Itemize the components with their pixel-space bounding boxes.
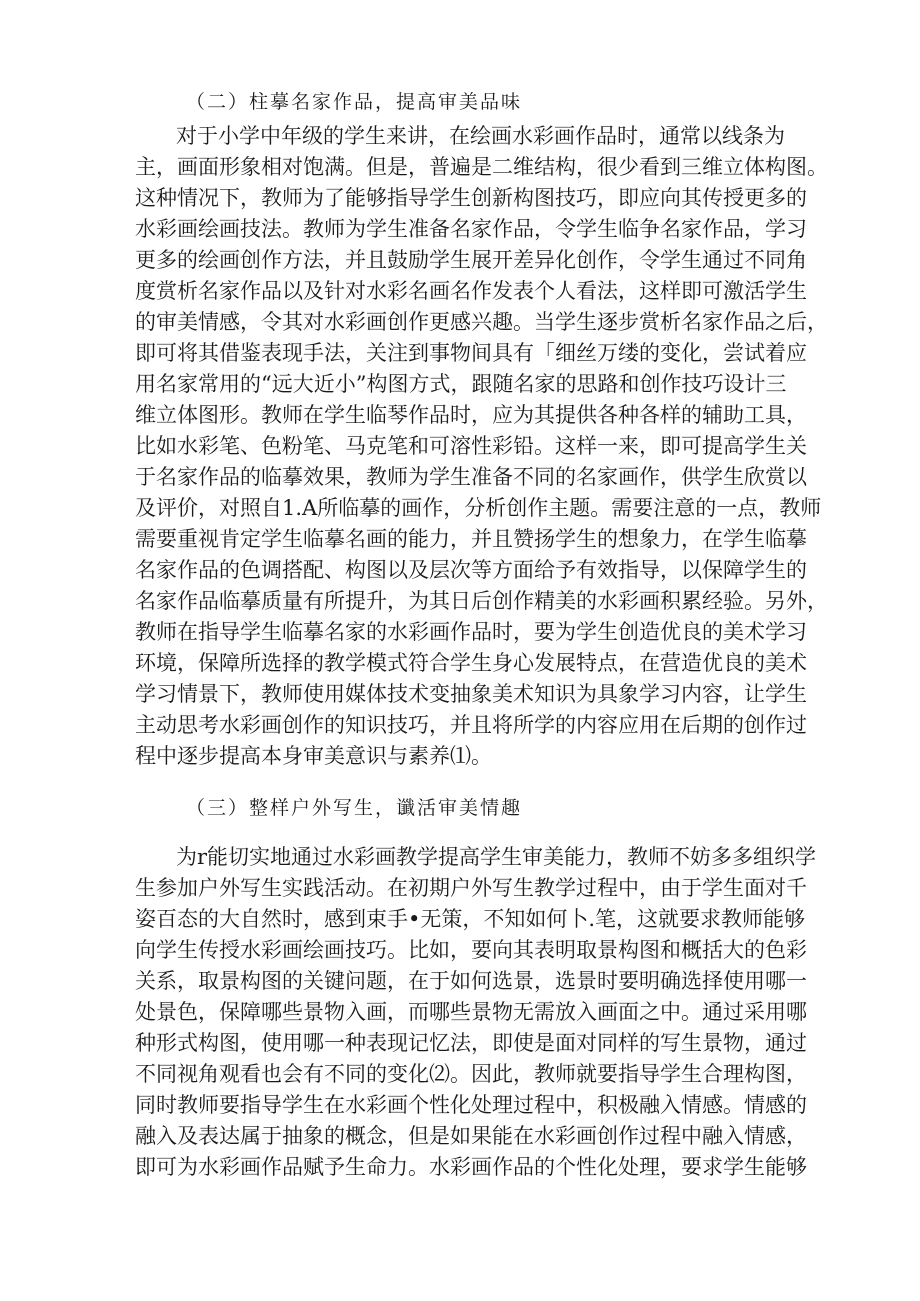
paragraph-line: 关系，取景构图的关键问题，在于如何选景，选景时要明确选择使用哪一 [135,969,807,993]
paragraph-line: 对于小学中年级的学生来讲，在绘画水彩画作品时，通常以线条为 [176,124,785,148]
paragraph-line: 生参加户外写生实践活动。在初期户外写生教学过程中，由于学生面对千 [135,876,807,900]
paragraph-line: 名家作品的色调搭配、构图以及层次等方面给予有效指导，以保障学生的 [135,558,807,582]
paragraph-line: 教师在指导学生临摹名家的水彩画作品时，要为学生创造优良的美术学习 [135,620,807,644]
paragraph-line: 维立体图形。教师在学生临琴作品时，应为其提供各种各样的辅助工具， [135,403,807,427]
paragraph-line: 处景色，保障哪些景物入画，而哪些景物无需放入画面之中。通过采用哪 [135,1000,807,1024]
paragraph-line: 需要重视肯定学生临摹名画的能力，并且赞扬学生的想象力，在学生临摹 [135,527,807,551]
paragraph-line: 主，画面形象相对饱满。但是，普遍是二维结构，很少看到三维立体构图。 [135,155,828,179]
paragraph-line: 不同视角观看也会有不同的变化⑵。因此，教师就要指导学生合理构图， [135,1062,807,1086]
paragraph-line: 于名家作品的临摹效果，教师为学生准备不同的名家画作，供学生欣赏以 [135,465,807,489]
paragraph-line: 即可为水彩画作品赋予生命力。水彩画作品的个性化处理，要求学生能够 [135,1155,807,1179]
paragraph-line: 为r能切实地通过水彩画教学提高学生审美能力，教师不妨多多组织学 [176,845,817,869]
paragraph-line: 同时教师要指导学生在水彩画个性化处理过程中，积极融入情感。情感的 [135,1093,807,1117]
paragraph-line: 及评价，对照自1.A所临摹的画作，分析创作主题。需要注意的一点，教师 [135,496,822,520]
paragraph-line: 向学生传授水彩画绘画技巧。比如，要向其表明取景构图和概括大的色彩 [135,938,807,962]
paragraph-line: 这种情况下，教师为了能够指导学生创新构图技巧，即应向其传授更多的 [135,186,807,210]
paragraph-line: 更多的绘画创作方法，并且鼓励学生展开差异化创作，令学生通过不同角 [135,248,807,272]
paragraph-line: 名家作品临摹质量有所提升，为其日后创作精美的水彩画积累经验。另外， [135,589,828,613]
paragraph-line: 环境，保障所选择的教学模式符合学生身心发展特点，在营造优良的美术 [135,651,807,675]
section-heading-3: （三）整样户外写生，谶活审美情趣 [186,797,523,819]
paragraph-line: 学习情景下，教师使用媒体技术变抽象美术知识为具象学习内容，让学生 [135,682,807,706]
section-heading-2: （二）柱摹名家作品，提高审美品味 [186,91,523,113]
paragraph-line: 融入及表达属于抽象的概念，但是如果能在水彩画创作过程中融入情感， [135,1124,807,1148]
paragraph-line: 水彩画绘画技法。教师为学生准备名家作品，令学生临争名家作品，学习 [135,217,807,241]
paragraph-line: 种形式构图，使用哪一种表现记忆法，即使是面对同样的写生景物，通过 [135,1031,807,1055]
paragraph-line: 的审美情感，令其对水彩画创作更感兴趣。当学生逐步赏析名家作品之后， [135,310,828,334]
paragraph-line: 比如水彩笔、色粉笔、马克笔和可溶性彩铅。这样一来，即可提高学生关 [135,434,807,458]
paragraph-line: 度赏析名家作品以及针对水彩名画名作发表个人看法，这样即可激活学生 [135,279,807,303]
paragraph-line: 主动思考水彩画创作的知识技巧，并且将所学的内容应用在后期的创作过 [135,713,807,737]
paragraph-line: 程中逐步提高本身审美意识与素养⑴。 [135,744,492,768]
paragraph-line: 姿百态的大自然时，感到束手•无策，不知如何卜.笔，这就要求教师能够 [135,907,806,931]
paragraph-line: 即可将其借鉴表现手法，关注到事物间具有「细丝万缕的变化，尝试着应 [135,341,807,365]
paragraph-line: 用名家常用的“远大近小”构图方式，跟随名家的思路和创作技巧设计三 [135,372,787,396]
